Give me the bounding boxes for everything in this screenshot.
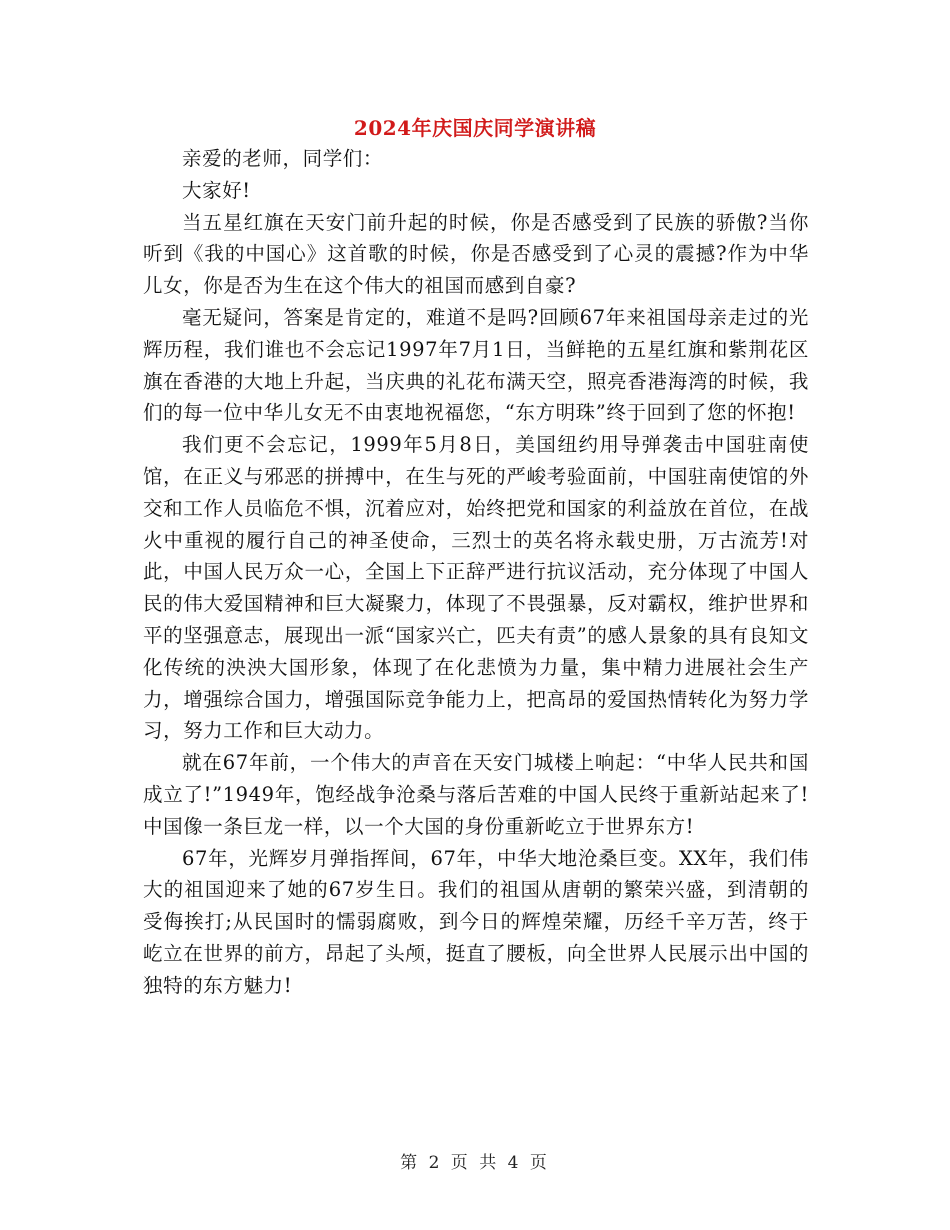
paragraph: 就在67年前，一个伟大的声音在天安门城楼上响起：“中华人民共和国成立了!”1949年，饱经战争沧桑与落后苦难的中国人民终于重新站起来了!中国像一条巨龙一样，以一个大国的身份重新屹立于世界东方! <box>143 751 809 838</box>
document-title: 2024年庆国庆同学演讲稿 <box>353 116 597 140</box>
paragraph: 当五星红旗在天安门前升起的时候，你是否感受到了民族的骄傲?当你听到《我的中国心》这首歌的时候，你是否感受到了心灵的震撼?作为中华儿女，你是否为生在这个伟大的祖国而感到自豪? <box>143 210 809 298</box>
document-body <box>143 143 809 1002</box>
page-number-footer: 第 2 页 共 4 页 <box>400 1153 550 1173</box>
paragraph-greeting: 大家好! <box>182 178 251 202</box>
paragraph: 毫无疑问，答案是肯定的，难道不是吗?回顾67年来祖国母亲走过的光辉历程，我们谁也不会忘记1997年7月1日，当鲜艳的五星红旗和紫荆花区旗在香港的大地上升起，当庆典的礼花布满天空，照亮香港海湾的时候，我们的每一位中华儿女无不由衷地祝福您，“东方明珠”终于回到了您的怀抱! <box>143 305 809 425</box>
paragraph: 我们更不会忘记，1999年5月8日，美国纽约用导弹袭击中国驻南使馆，在正义与邪恶的拼搏中，在生与死的严峻考验面前，中国驻南使馆的外交和工作人员临危不惧，沉着应对，始终把党和国家的利益放在首位，在战火中重视的履行自己的神圣使命，三烈士的英名将永载史册，万古流芳!对此，中国人民万众一心，全国上下正辞严进行抗议活动，充分体现了中国人民的伟大爱国精神和巨大凝聚力，体现了不畏强暴，反对霸权，维护世界和平的坚强意志，展现出一派“国家兴亡，匹夫有责”的感人景象的具有良知文化传统的泱泱大国形象，体现了在化悲愤为力量，集中精力进展社会生产力，增强综合国力，增强国际竞争能力上，把高昂的爱国热情转化为努力学习，努力工作和巨大动力。 <box>143 433 809 743</box>
paragraph: 67年，光辉岁月弹指挥间，67年，中华大地沧桑巨变。XX年，我们伟大的祖国迎来了她的67岁生日。我们的祖国从唐朝的繁荣兴盛，到清朝的受侮挨打;从民国时的懦弱腐败，到今日的辉煌荣耀，历经千辛万苦，终于屹立在世界的前方，昂起了头颅，挺直了腰板，向全世界人民展示出中国的独特的东方魅力! <box>143 846 809 997</box>
paragraph-salutation: 亲爱的老师，同学们： <box>182 147 384 170</box>
